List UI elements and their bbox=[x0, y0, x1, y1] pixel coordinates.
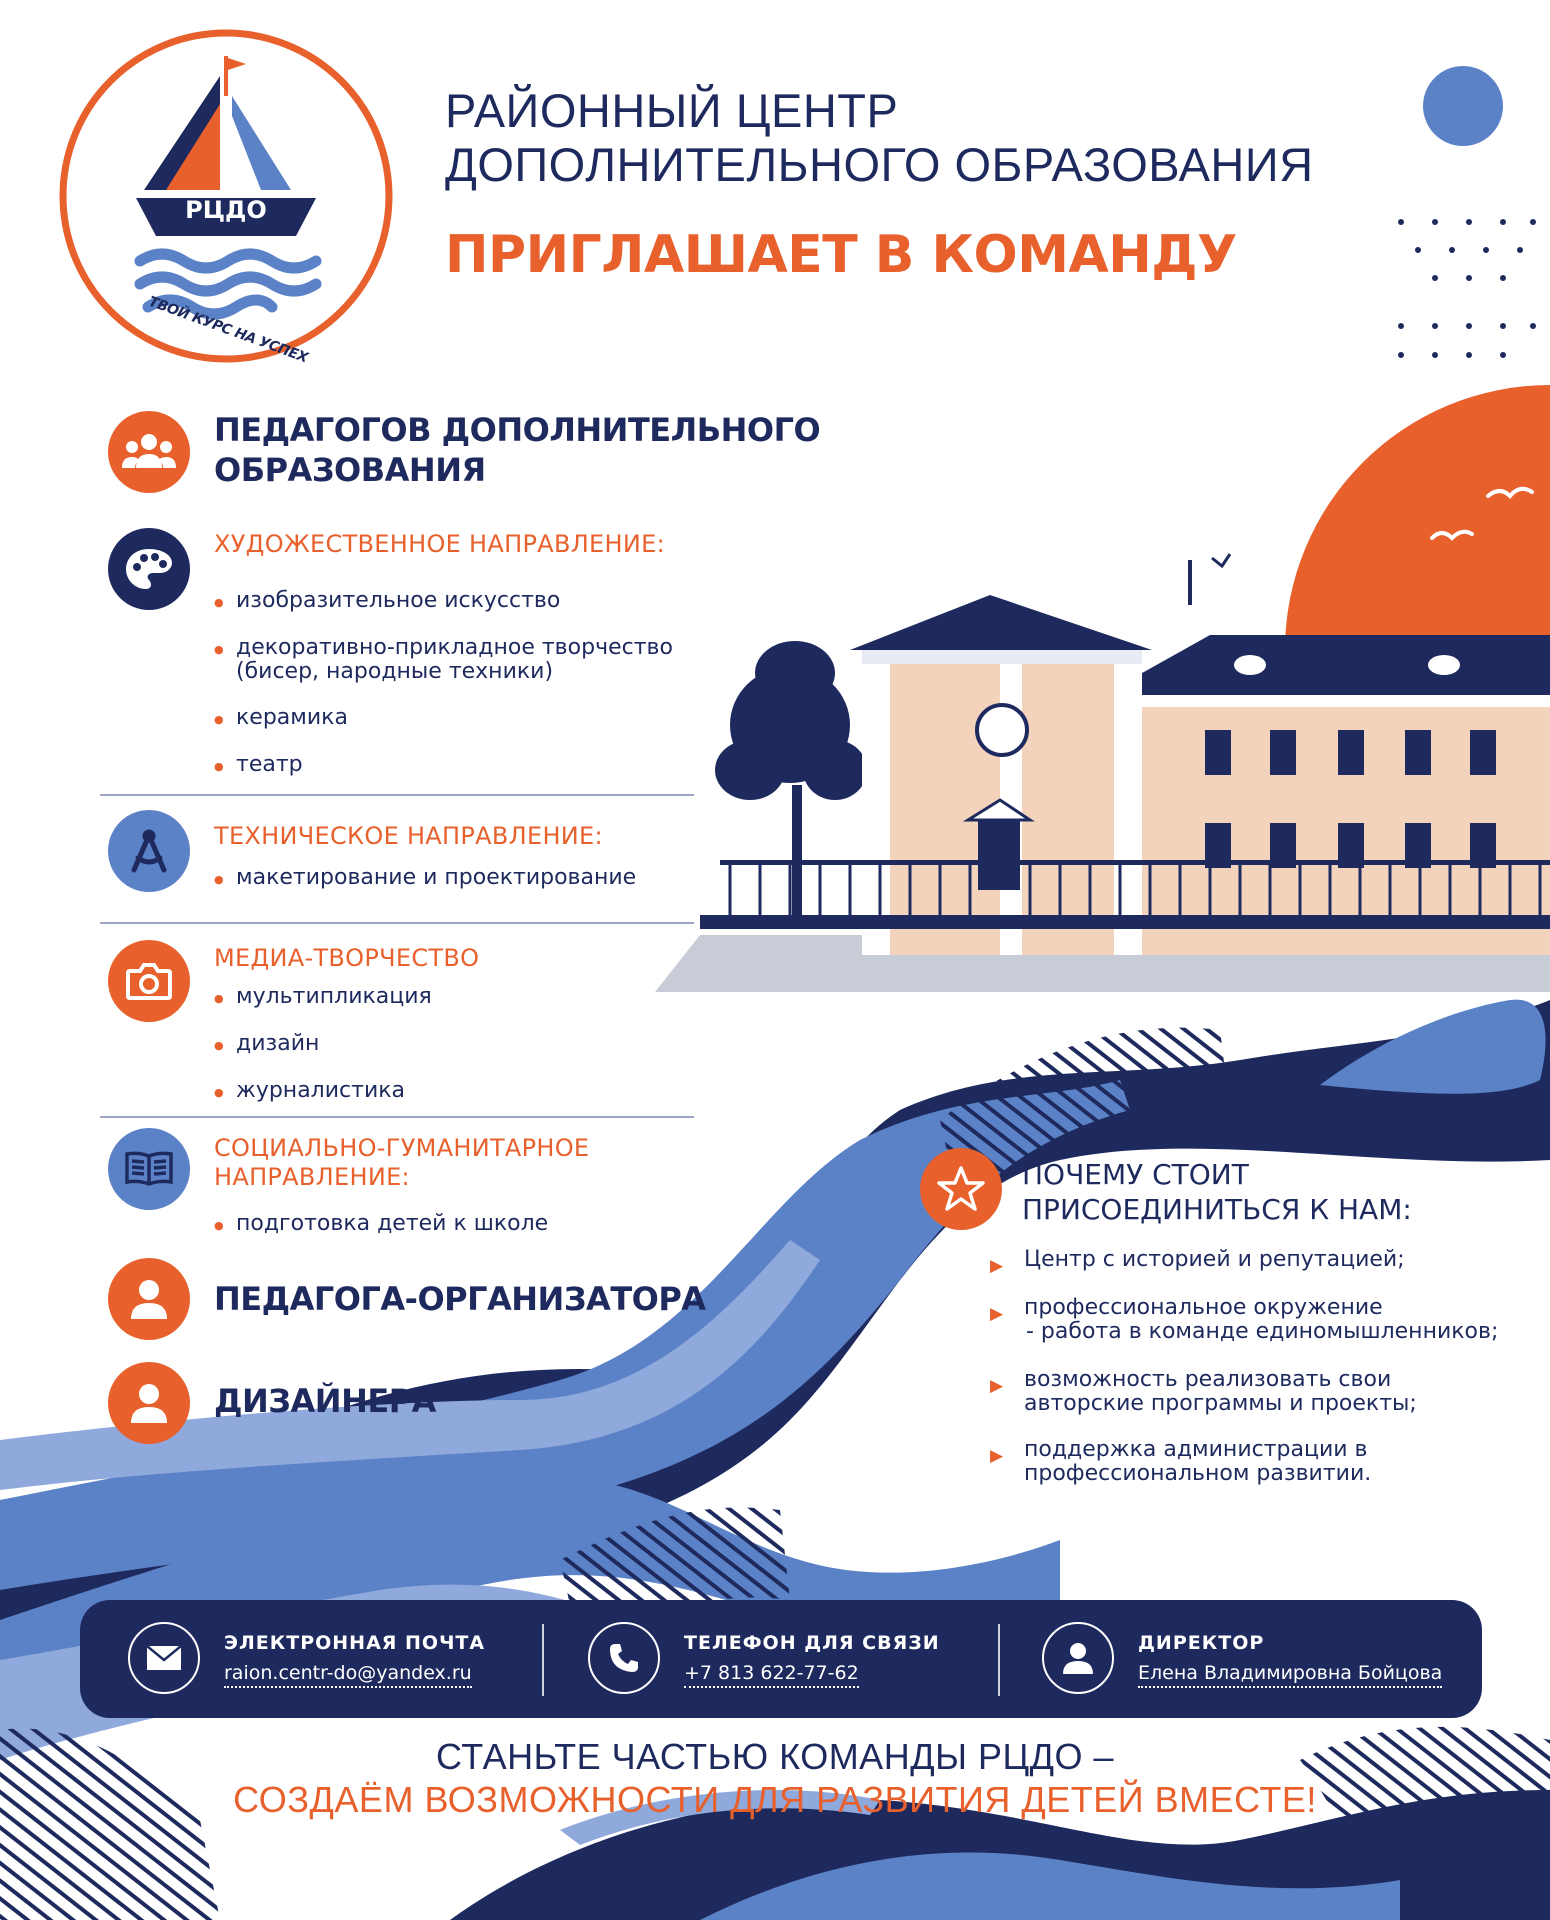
role-designer-title: ДИЗАЙНЕРА bbox=[214, 1382, 436, 1420]
direction-social-title bbox=[214, 1134, 589, 1192]
direction-social-title-line2: НАПРАВЛЕНИЕ: bbox=[214, 1163, 410, 1191]
direction-media-item: ● дизайн bbox=[212, 1032, 319, 1056]
user-icon bbox=[108, 1362, 190, 1444]
email-label: ЭЛЕКТРОННАЯ ПОЧТА bbox=[224, 1632, 486, 1654]
direction-social-item: ● подготовка детей к школе bbox=[212, 1212, 548, 1236]
camera-icon bbox=[108, 940, 190, 1022]
phone-link[interactable]: +7 813 622-77-62 bbox=[684, 1662, 859, 1688]
why-title-line2: ПРИСОЕДИНИТЬСЯ К НАМ: bbox=[1022, 1193, 1412, 1226]
direction-art-item: ● изобразительное искусство bbox=[212, 589, 560, 613]
direction-art-item-continued: (бисер, народные техники) bbox=[236, 659, 554, 684]
why-point bbox=[990, 1248, 1405, 1272]
decor-blue-dot bbox=[1423, 66, 1503, 146]
contact-separator bbox=[998, 1624, 1000, 1696]
person-icon bbox=[1042, 1622, 1114, 1694]
why-point-text: - работа в команде единомышленников; bbox=[1026, 1319, 1499, 1344]
star-icon bbox=[920, 1148, 1002, 1230]
direction-media-item: ● журналистика bbox=[212, 1079, 405, 1103]
section-divider bbox=[100, 1116, 694, 1118]
direction-technical-item: ● макетирование и проектирование bbox=[212, 866, 636, 890]
phone-label: ТЕЛЕФОН ДЛЯ СВЯЗИ bbox=[684, 1632, 940, 1654]
footer-line1: СТАНЬТЕ ЧАСТЬЮ КОМАНДЫ РЦДО – bbox=[435, 1736, 1114, 1777]
user-icon bbox=[108, 1258, 190, 1340]
direction-media-item: ● мультипликация bbox=[212, 985, 432, 1009]
why-point-text: профессиональном развитии. bbox=[1024, 1461, 1372, 1486]
director-name: Елена Владимировна Бойцова bbox=[1138, 1662, 1442, 1688]
email-link[interactable]: raion.centr-do@yandex.ru bbox=[224, 1662, 472, 1688]
why-point bbox=[990, 1368, 1417, 1416]
logo-abbr: РЦДО bbox=[185, 196, 267, 224]
page-title-line2: ДОПОЛНИТЕЛЬНОГО ОБРАЗОВАНИЯ bbox=[445, 138, 1314, 191]
phone-icon bbox=[588, 1622, 660, 1694]
book-icon bbox=[108, 1128, 190, 1210]
why-point-text: ▶ профессиональное окружение bbox=[1024, 1295, 1383, 1320]
role-teachers-title bbox=[214, 410, 820, 490]
why-point-text: ▶ поддержка администрации в bbox=[1024, 1437, 1368, 1462]
why-point-text: ▶ Центр с историей и репутацией; bbox=[1024, 1247, 1405, 1272]
palette-icon bbox=[108, 528, 190, 610]
why-point-text: авторские программы и проекты; bbox=[1024, 1391, 1417, 1416]
why-title-line1: ПОЧЕМУ СТОИТ bbox=[1022, 1158, 1249, 1191]
why-point-text: ▶ возможность реализовать свои bbox=[1024, 1367, 1392, 1392]
role-teachers-line2: ОБРАЗОВАНИЯ bbox=[214, 451, 486, 489]
direction-social-title-line1: СОЦИАЛЬНО-ГУМАНИТАРНОЕ bbox=[214, 1134, 590, 1162]
contact-bar bbox=[80, 1600, 1482, 1718]
building-illustration bbox=[700, 555, 1550, 955]
invites-heading: ПРИГЛАШАЕТ В КОМАНДУ bbox=[445, 225, 1237, 285]
page-title-line1: РАЙОННЫЙ ЦЕНТР bbox=[445, 84, 899, 137]
decor-dot-grid bbox=[1398, 219, 1536, 358]
role-teachers-line1: ПЕДАГОГОВ ДОПОЛНИТЕЛЬНОГО bbox=[214, 411, 821, 449]
section-divider bbox=[100, 794, 694, 796]
why-point bbox=[990, 1296, 1498, 1344]
logo bbox=[56, 26, 396, 366]
director-label: ДИРЕКТОР bbox=[1138, 1632, 1265, 1654]
compass-icon bbox=[108, 810, 190, 892]
users-icon bbox=[108, 411, 190, 493]
role-organizer-title: ПЕДАГОГА-ОРГАНИЗАТОРА bbox=[214, 1280, 706, 1318]
direction-art-title: ХУДОЖЕСТВЕННОЕ НАПРАВЛЕНИЕ: bbox=[214, 530, 665, 558]
contact-separator bbox=[542, 1624, 544, 1696]
section-divider bbox=[100, 922, 694, 924]
direction-technical-title: ТЕХНИЧЕСКОЕ НАПРАВЛЕНИЕ: bbox=[214, 822, 603, 850]
direction-art-item: ● керамика bbox=[212, 706, 348, 730]
footer-line2: СОЗДАЁМ ВОЗМОЖНОСТИ ДЛЯ РАЗВИТИЯ ДЕТЕЙ ВМЕСТЕ! bbox=[233, 1779, 1317, 1820]
why-point bbox=[990, 1438, 1371, 1486]
direction-art-item: ● декоративно-прикладное творчество bbox=[212, 636, 673, 660]
envelope-icon bbox=[128, 1622, 200, 1694]
direction-art-item: ● театр bbox=[212, 753, 303, 777]
logo-slogan: ТВОЙ КУРС НА УСПЕХ bbox=[146, 293, 310, 367]
direction-media-title: МЕДИА-ТВОРЧЕСТВО bbox=[214, 944, 480, 972]
page-title bbox=[445, 84, 1314, 192]
why-title bbox=[1022, 1157, 1412, 1227]
